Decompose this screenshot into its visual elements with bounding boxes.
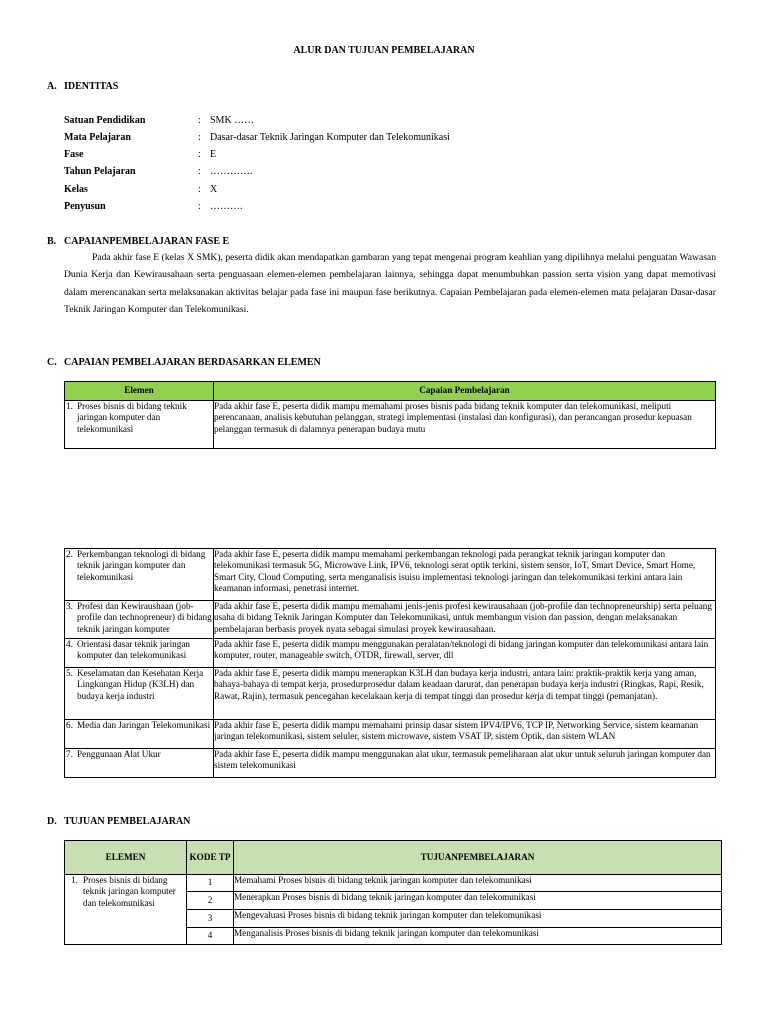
capaian-cell: Pada akhir fase E, peserta didik mampu menggunakan alat ukur, termasuk pemeliharaan alat ukur untuk seluruh jaringan komputer dan sistem telekomunikasi xyxy=(214,749,716,778)
capaian-cell: Pada akhir fase E, peserta didik mampu menerapkan K3LH dan budaya kerja industri, antara lain: praktik-praktik kerja yang aman, bahaya-bahaya di tempat kerja, prosedurprosedur dalam keadaan darurat, dan penerapan budaya kerja industri (Ringkas, Rapi, Resik, Rawat, Rajin), termasuk pencegahan kecelakaan kerja di tempat tinggi dan prosedur kerja di tempat tinggi (pemanjatan). xyxy=(214,668,716,720)
row-number: 1. xyxy=(71,875,78,885)
capaian-fase-paragraph xyxy=(64,249,716,318)
elemen-text: Penggunaan Alat Ukur xyxy=(77,749,161,759)
identitas-colon: : xyxy=(198,115,201,126)
elemen-text: Profesi dan Kewiraushaan (job-profile dan technopreneur) di bidang teknik jaringan komputer xyxy=(77,601,212,634)
elemen-text: Proses bisnis di bidang teknik jaringan komputer dan telekomunikasi xyxy=(83,875,176,908)
table-row xyxy=(65,720,716,749)
elemen-cell xyxy=(65,601,214,639)
kode-tp-cell: 4 xyxy=(187,928,234,945)
elemen-text: Perkembangan teknologi di bidang teknik jaringan komputer dan telekomunikasi xyxy=(77,549,206,582)
identitas-label: Fase xyxy=(64,149,84,160)
tujuan-pembelajaran-table xyxy=(64,840,722,945)
tujuan-cell: Menganalisis Proses bisnis di bidang teknik jaringan komputer dan telekomunikasi xyxy=(234,928,722,945)
header-elemen: Elemen xyxy=(65,382,214,401)
header-tujuan: TUJUANPEMBELAJARAN xyxy=(234,841,722,875)
section-b-title: CAPAIANPEMBELAJARAN FASE E xyxy=(64,236,230,247)
identitas-label: Kelas xyxy=(64,184,88,195)
tujuan-cell: Mengevaluasi Proses bisnis di bidang teknik jaringan komputer dan telekomunikasi xyxy=(234,910,722,928)
identitas-value: Dasar-dasar Teknik Jaringan Komputer dan Telekomunikasi xyxy=(210,132,450,143)
table-row xyxy=(65,401,716,449)
tujuan-cell: Memahami Proses bisnis di bidang teknik jaringan komputer dan telekomunikasi xyxy=(234,875,722,892)
identitas-value: E xyxy=(210,149,217,160)
identitas-colon: : xyxy=(198,184,201,195)
elemen-cell xyxy=(65,401,214,449)
row-number: 3. xyxy=(66,601,73,611)
table-header-row xyxy=(65,841,722,875)
identitas-colon: : xyxy=(198,166,201,177)
identitas-value: ………. xyxy=(210,201,243,212)
section-a-letter: A. xyxy=(47,81,57,92)
kode-tp-cell: 3 xyxy=(187,910,234,928)
capaian-cell: Pada akhir fase E, peserta didik mampu memahami prinsip dasar sistem IPV4/IPV6, TCP IP, Networking Service, sistem keamanan jaringan telekomunikasi, sistem seluler, sistem microwave, sistem VSAT IP, sistem Optik, dan sistem WLAN xyxy=(214,720,716,749)
capaian-elemen-table-part2 xyxy=(64,548,716,778)
header-capaian: Capaian Pembelajaran xyxy=(214,382,716,401)
capaian-elemen-table-part1 xyxy=(64,381,716,449)
row-number: 4. xyxy=(66,639,73,649)
elemen-text: Keselamatan dan Kesehatan Kerja Lingkungan Hidup (K3LH) dan budaya kerja industri xyxy=(77,668,204,701)
row-number: 2. xyxy=(66,549,73,559)
table-row xyxy=(65,875,722,892)
identitas-colon: : xyxy=(198,201,201,212)
capaian-fase-text: Pada akhir fase E (kelas X SMK), peserta didik akan mendapatkan gambaran yang tepat mengenai program keahlian yang dipilihnya melalui penguatan Wawasan Dunia Kerja dan Kewirausahaan serta penguasaan elemen-elemen pembelajaran lainnya, sehingga dapat menumbuhkan passion serta vision yang dapat memotivasi dalam merencanakan serta melaksanakan aktivitas belajar pada fase ini maupun fase berikutnya. Capaian Pembelajaran pada elemen-elemen mata pelajaran Dasar-dasar Teknik Jaringan Komputer dan Telekomunikasi. xyxy=(64,252,716,315)
elemen-text: Media dan Jaringan Telekomunikasi xyxy=(77,720,211,730)
table-row xyxy=(65,601,716,639)
row-number: 6. xyxy=(66,720,73,730)
capaian-cell: Pada akhir fase E, peserta didik mampu memahami jenis-jenis profesi kewirausahaan (job-profile dan technopreneurship) serta peluang usaha di bidang Teknik Jaringan Komputer dan Telekomunikasi, untuk membangun vision dan passion, dengan melaksanakan pembelajaran berbasis proyek nyata sebagai simulasi proyek kewirausahaan. xyxy=(214,601,716,639)
section-c-title: CAPAIAN PEMBELAJARAN BERDASARKAN ELEMEN xyxy=(64,357,321,368)
capaian-cell: Pada akhir fase E, peserta didik mampu menggunakan peralatan/teknologi di bidang jaringan komputer dan telekomunikasi antara lain komputer, router, manageable switch, OTDR, firewall, server, dll xyxy=(214,639,716,668)
header-kode-tp: KODE TP xyxy=(187,841,234,875)
table-row xyxy=(65,549,716,601)
identitas-value: X xyxy=(210,184,218,195)
section-b-letter: B. xyxy=(47,236,57,247)
elemen-cell xyxy=(65,749,214,778)
elemen-cell xyxy=(65,549,214,601)
section-a-title: IDENTITAS xyxy=(64,81,119,92)
elemen-cell xyxy=(65,668,214,720)
identitas-label: Penyusun xyxy=(64,201,106,212)
elemen-text: Orientasi dasar teknik jaringan komputer dan telekomunikasi xyxy=(77,639,191,661)
elemen-cell xyxy=(65,875,187,945)
identitas-label: Tahun Pelajaran xyxy=(64,166,136,177)
row-number: 5. xyxy=(66,668,73,678)
table-row xyxy=(65,668,716,720)
identitas-value: SMK …… xyxy=(210,115,255,126)
identitas-label: Satuan Pendidikan xyxy=(64,115,146,126)
tujuan-cell: Menerapkan Proses bisnis di bidang teknik jaringan komputer dan telekomunikasi xyxy=(234,892,722,910)
table-header-row xyxy=(65,382,716,401)
section-d-letter: D. xyxy=(47,816,57,827)
document-title: ALUR DAN TUJUAN PEMBELAJARAN xyxy=(293,45,475,56)
capaian-cell: Pada akhir fase E, peserta didik mampu memahami perkembangan teknologi pada perangkat teknik jaringan komputer dan telekomunikasi termasuk 5G, Microwave Link, IPV6, teknologi serat optik terkini, sistem sensor, IoT, Smart Device, Smart Home, Smart City, Cloud Computing, serta menganalisis isuisu implementasi teknologi jaringan dan telekomunikasi terkini antara lain keamanan informasi, penetrasi internet. xyxy=(214,549,716,601)
table-row xyxy=(65,749,716,778)
identitas-colon: : xyxy=(198,149,201,160)
row-number: 1. xyxy=(66,401,73,411)
identitas-label: Mata Pelajaran xyxy=(64,132,131,143)
elemen-cell xyxy=(65,639,214,668)
table-row xyxy=(65,639,716,668)
identitas-value: …………. xyxy=(210,166,253,177)
identitas-colon: : xyxy=(198,132,201,143)
row-number: 7. xyxy=(66,749,73,759)
section-d-title: TUJUAN PEMBELAJARAN xyxy=(64,816,191,827)
kode-tp-cell: 1 xyxy=(187,875,234,892)
elemen-cell xyxy=(65,720,214,749)
capaian-cell: Pada akhir fase E, peserta didik mampu memahami proses bisnis pada bidang teknik komputer dan telekomunikasi, meliputi perencanaan, analisis kebutuhan pelanggan, strategi implementasi (instalasi dan konfigurasi), dan perancangan prosedur kepuasan pelanggan termasuk di dalamnya penerapan budaya mutu xyxy=(214,401,716,449)
elemen-text: Proses bisnis di bidang teknik jaringan komputer dan telekomunikasi xyxy=(77,401,187,434)
kode-tp-cell: 2 xyxy=(187,892,234,910)
header-elemen: ELEMEN xyxy=(65,841,187,875)
section-c-letter: C. xyxy=(47,357,57,368)
